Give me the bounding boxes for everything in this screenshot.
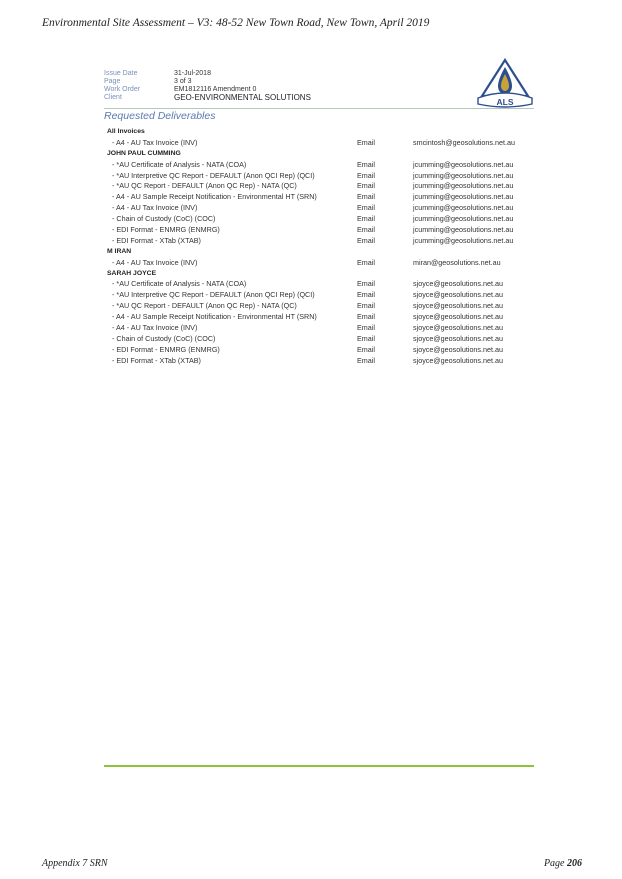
deliverable-label: - *AU Certificate of Analysis - NATA (COA) — [112, 279, 247, 289]
recipient-group-header: All Invoices — [107, 128, 145, 135]
deliverable-label: - Chain of Custody (CoC) (COC) — [112, 333, 216, 343]
deliverable-label: - *AU QC Report - DEFAULT (Anon QC Rep) - NATA (QC) — [112, 301, 297, 311]
recipient-email: jcumming@geosolutions.net.au — [413, 192, 514, 202]
recipient-email: miran@geosolutions.net.au — [413, 257, 501, 267]
section-divider — [104, 108, 534, 109]
deliverable-row — [104, 160, 534, 171]
deliverable-row — [104, 345, 534, 356]
recipient-email: jcumming@geosolutions.net.au — [413, 181, 514, 191]
recipient-email: sjoyce@geosolutions.net.au — [413, 279, 504, 289]
recipient-email: jcumming@geosolutions.net.au — [413, 203, 514, 213]
recipient-email: sjoyce@geosolutions.net.au — [413, 333, 504, 343]
recipient-email: jcumming@geosolutions.net.au — [413, 214, 514, 224]
deliverable-label: - EDI Format - XTab (XTAB) — [112, 355, 201, 365]
delivery-method: Email — [357, 159, 375, 169]
delivery-method: Email — [357, 279, 375, 289]
als-logo — [476, 58, 534, 110]
deliverable-label: - EDI Format - ENMRG (ENMRG) — [112, 225, 220, 235]
deliverable-row — [104, 258, 534, 269]
delivery-method: Email — [357, 203, 375, 213]
footer-page-value: 206 — [567, 858, 582, 869]
footer-divider — [104, 765, 534, 767]
footer-page-prefix: Page — [543, 858, 567, 869]
deliverable-label: - A4 - AU Tax Invoice (INV) — [112, 203, 198, 213]
recipient-email: jcumming@geosolutions.net.au — [413, 159, 514, 169]
deliverable-row — [104, 301, 534, 312]
deliverable-label: - *AU QC Report - DEFAULT (Anon QC Rep) - NATA (QC) — [112, 181, 297, 191]
delivery-method: Email — [357, 312, 375, 322]
footer-page-number — [544, 858, 582, 869]
info-key: Page — [104, 78, 121, 85]
section-title: Requested Deliverables — [104, 110, 216, 122]
info-key: Client — [104, 94, 122, 101]
info-value: 3 of 3 — [174, 78, 192, 85]
recipient-email: jcumming@geosolutions.net.au — [413, 170, 514, 180]
deliverable-row — [104, 290, 534, 301]
deliverable-row — [104, 181, 534, 192]
delivery-method: Email — [357, 192, 375, 202]
recipient-email: sjoyce@geosolutions.net.au — [413, 312, 504, 322]
info-row-issue-date — [104, 70, 311, 78]
deliverable-row — [104, 171, 534, 182]
recipient-group-header: M IRAN — [107, 247, 132, 255]
deliverable-row — [104, 334, 534, 345]
deliverable-label: - A4 - AU Sample Receipt Notification - Environmental HT (SRN) — [112, 312, 317, 322]
recipient-email: sjoyce@geosolutions.net.au — [413, 323, 504, 333]
info-value: GEO-ENVIRONMENTAL SOLUTIONS — [174, 93, 311, 102]
delivery-method: Email — [357, 257, 375, 267]
deliverable-row — [104, 192, 534, 203]
deliverable-label: - *AU Interpretive QC Report - DEFAULT (Anon QCI Rep) (QCI) — [112, 170, 315, 180]
recipient-group-header: SARAH JOYCE — [107, 269, 157, 277]
logo-text: ALS — [496, 97, 514, 107]
delivery-method: Email — [357, 181, 375, 191]
delivery-method: Email — [357, 235, 375, 245]
recipient-email: sjoyce@geosolutions.net.au — [413, 344, 504, 354]
delivery-method: Email — [357, 225, 375, 235]
info-value: EM1812116 Amendment 0 — [174, 86, 257, 93]
delivery-method: Email — [357, 323, 375, 333]
deliverable-row — [104, 138, 534, 149]
deliverable-row — [104, 214, 534, 225]
deliverable-label: - A4 - AU Tax Invoice (INV) — [112, 257, 198, 267]
deliverable-label: - A4 - AU Tax Invoice (INV) — [112, 137, 198, 147]
deliverable-row — [104, 312, 534, 323]
info-row-page — [104, 78, 311, 86]
delivery-method: Email — [357, 355, 375, 365]
recipient-email: sjoyce@geosolutions.net.au — [413, 290, 504, 300]
recipient-email: sjoyce@geosolutions.net.au — [413, 355, 504, 365]
delivery-method: Email — [357, 344, 375, 354]
info-key: Work Order — [104, 86, 141, 93]
report-info-block — [104, 70, 311, 102]
info-key: Issue Date — [104, 70, 138, 77]
deliverables-table — [104, 127, 534, 367]
footer-appendix-label: Appendix 7 SRN — [42, 858, 108, 869]
info-row-client — [104, 94, 311, 102]
deliverable-row — [104, 279, 534, 290]
deliverable-label: - *AU Interpretive QC Report - DEFAULT (Anon QCI Rep) (QCI) — [112, 290, 315, 300]
deliverable-row — [104, 323, 534, 334]
deliverable-label: - Chain of Custody (CoC) (COC) — [112, 214, 216, 224]
deliverable-label: - EDI Format - ENMRG (ENMRG) — [112, 344, 220, 354]
recipient-email: smcintosh@geosolutions.net.au — [413, 137, 515, 147]
page-header-title: Environmental Site Assessment – V3: 48-52 New Town Road, New Town, April 2019 — [42, 17, 430, 29]
delivery-method: Email — [357, 137, 375, 147]
info-value: 31-Jul-2018 — [174, 70, 211, 77]
deliverable-label: - A4 - AU Tax Invoice (INV) — [112, 323, 198, 333]
delivery-method: Email — [357, 214, 375, 224]
recipient-email: jcumming@geosolutions.net.au — [413, 235, 514, 245]
deliverable-row — [104, 225, 534, 236]
recipient-email: sjoyce@geosolutions.net.au — [413, 301, 504, 311]
page-footer — [42, 858, 582, 872]
delivery-method: Email — [357, 301, 375, 311]
deliverable-label: - *AU Certificate of Analysis - NATA (COA) — [112, 159, 247, 169]
deliverable-label: - A4 - AU Sample Receipt Notification - Environmental HT (SRN) — [112, 192, 317, 202]
deliverable-row — [104, 203, 534, 214]
deliverable-row — [104, 356, 534, 367]
delivery-method: Email — [357, 333, 375, 343]
delivery-method: Email — [357, 170, 375, 180]
deliverable-label: - EDI Format - XTab (XTAB) — [112, 235, 201, 245]
recipient-email: jcumming@geosolutions.net.au — [413, 225, 514, 235]
recipient-group-header: JOHN PAUL CUMMING — [107, 149, 181, 157]
delivery-method: Email — [357, 290, 375, 300]
deliverable-row — [104, 236, 534, 247]
